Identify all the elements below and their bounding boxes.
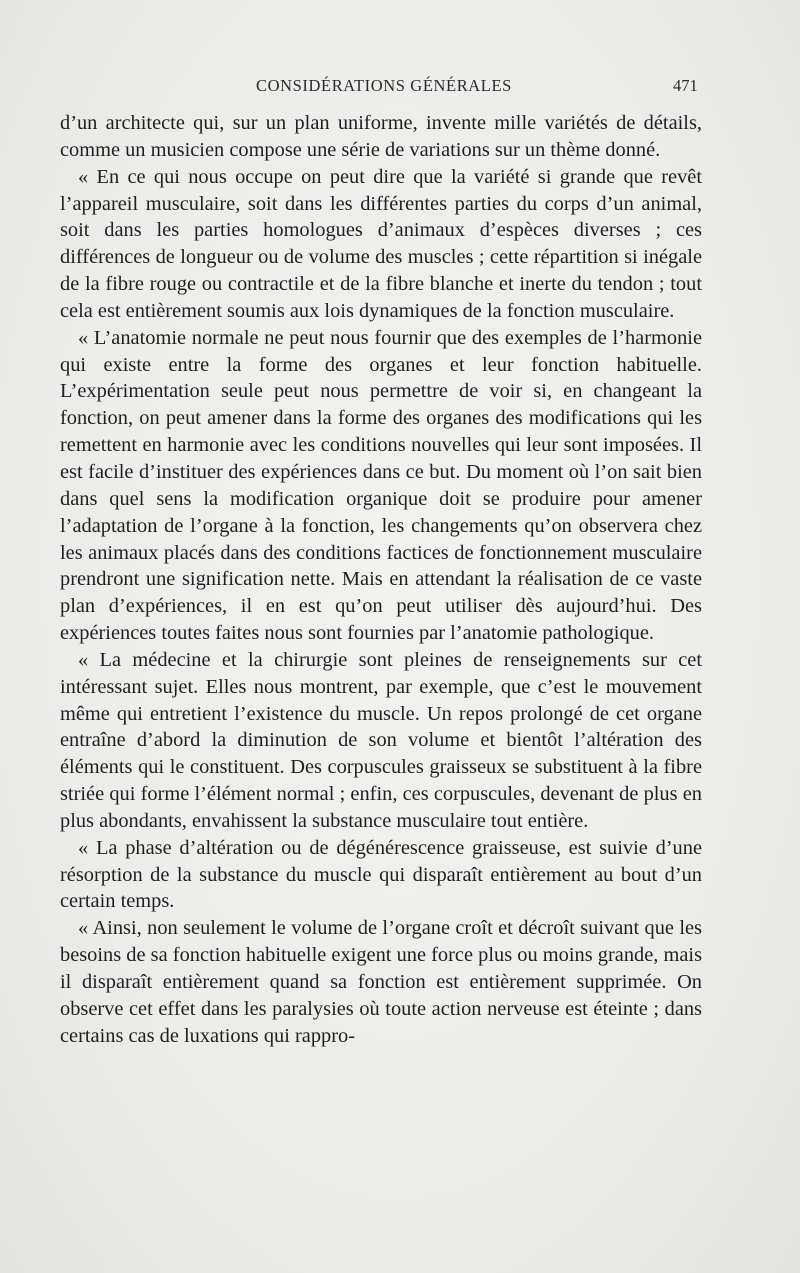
- running-title: CONSIDÉRATIONS GÉNÉRALES: [256, 76, 512, 95]
- paragraph: « La médecine et la chirurgie sont pleines de renseignements sur cet intéressant sujet. Elles nous montrent, par exemple, que c’est le mouvement même qui entretient l’existence du muscle. Un repos prolongé de cet organe entraîne d’abord la diminution de son volume et bientôt l’altération des éléments qui le constituent. Des corpuscules graisseux se substituent à la fibre striée qui forme l’élément normal ; enfin, ces corpuscules, devenant de plus en plus abondants, envahissent la substance musculaire tout entière.: [60, 648, 702, 832]
- paragraph-continuation: d’un architecte qui, sur un plan uniforme, invente mille variétés de détails, comme un musicien compose une série de variations sur un thème donné.: [60, 112, 702, 161]
- paragraph: « L’anatomie normale ne peut nous fournir que des exemples de l’harmonie qui existe entre la forme des organes et leur fonction habituelle. L’expérimentation seule peut nous permettre de voir si, en changeant la fonction, on peut amener dans la forme des organes des modifications qui les remettent en harmonie avec les conditions nouvelles qui leur sont imposées. Il est facile d’instituer des expériences dans ce but. Du moment où l’on sait bien dans quel sens la modification organique doit se produire pour amener l’adaptation de l’organe à la fonction, les changements qu’on observera chez les animaux placés dans des conditions factices de fonctionnement musculaire prendront une signification nette. Mais en attendant la réalisation de ce vaste plan d’expériences, il en est qu’on peut utiliser dès aujourd’hui. Des expériences toutes faites nous sont fournies par l’anatomie pathologique.: [60, 326, 702, 645]
- page-number: 471: [673, 76, 698, 95]
- paragraph: « En ce qui nous occupe on peut dire que la variété si grande que revêt l’appareil musculaire, soit dans les différentes parties du corps d’un animal, soit dans les parties homologues d’animaux d’espèces diverses ; ces différences de longueur ou de volume des muscles ; cette répartition si inégale de la fibre rouge ou contractile et de la fibre blanche et inerte du tendon ; tout cela est entièrement soumis aux lois dynamiques de la fonction musculaire.: [60, 165, 702, 322]
- paragraph: « La phase d’altération ou de dégénérescence graisseuse, est suivie d’une résorption de la substance du muscle qui disparaît entièrement au bout d’un certain temps.: [60, 836, 702, 913]
- running-head: [0, 76, 800, 100]
- body-text: [60, 110, 702, 1050]
- paragraph: « Ainsi, non seulement le volume de l’organe croît et décroît suivant que les besoins de sa fonction habituelle exigent une force plus ou moins grande, mais il disparaît entièrement quand sa fonction est entièrement supprimée. On observe cet effet dans les paralysies où toute action nerveuse est éteinte ; dans certains cas de luxations qui rappro-: [60, 917, 702, 1047]
